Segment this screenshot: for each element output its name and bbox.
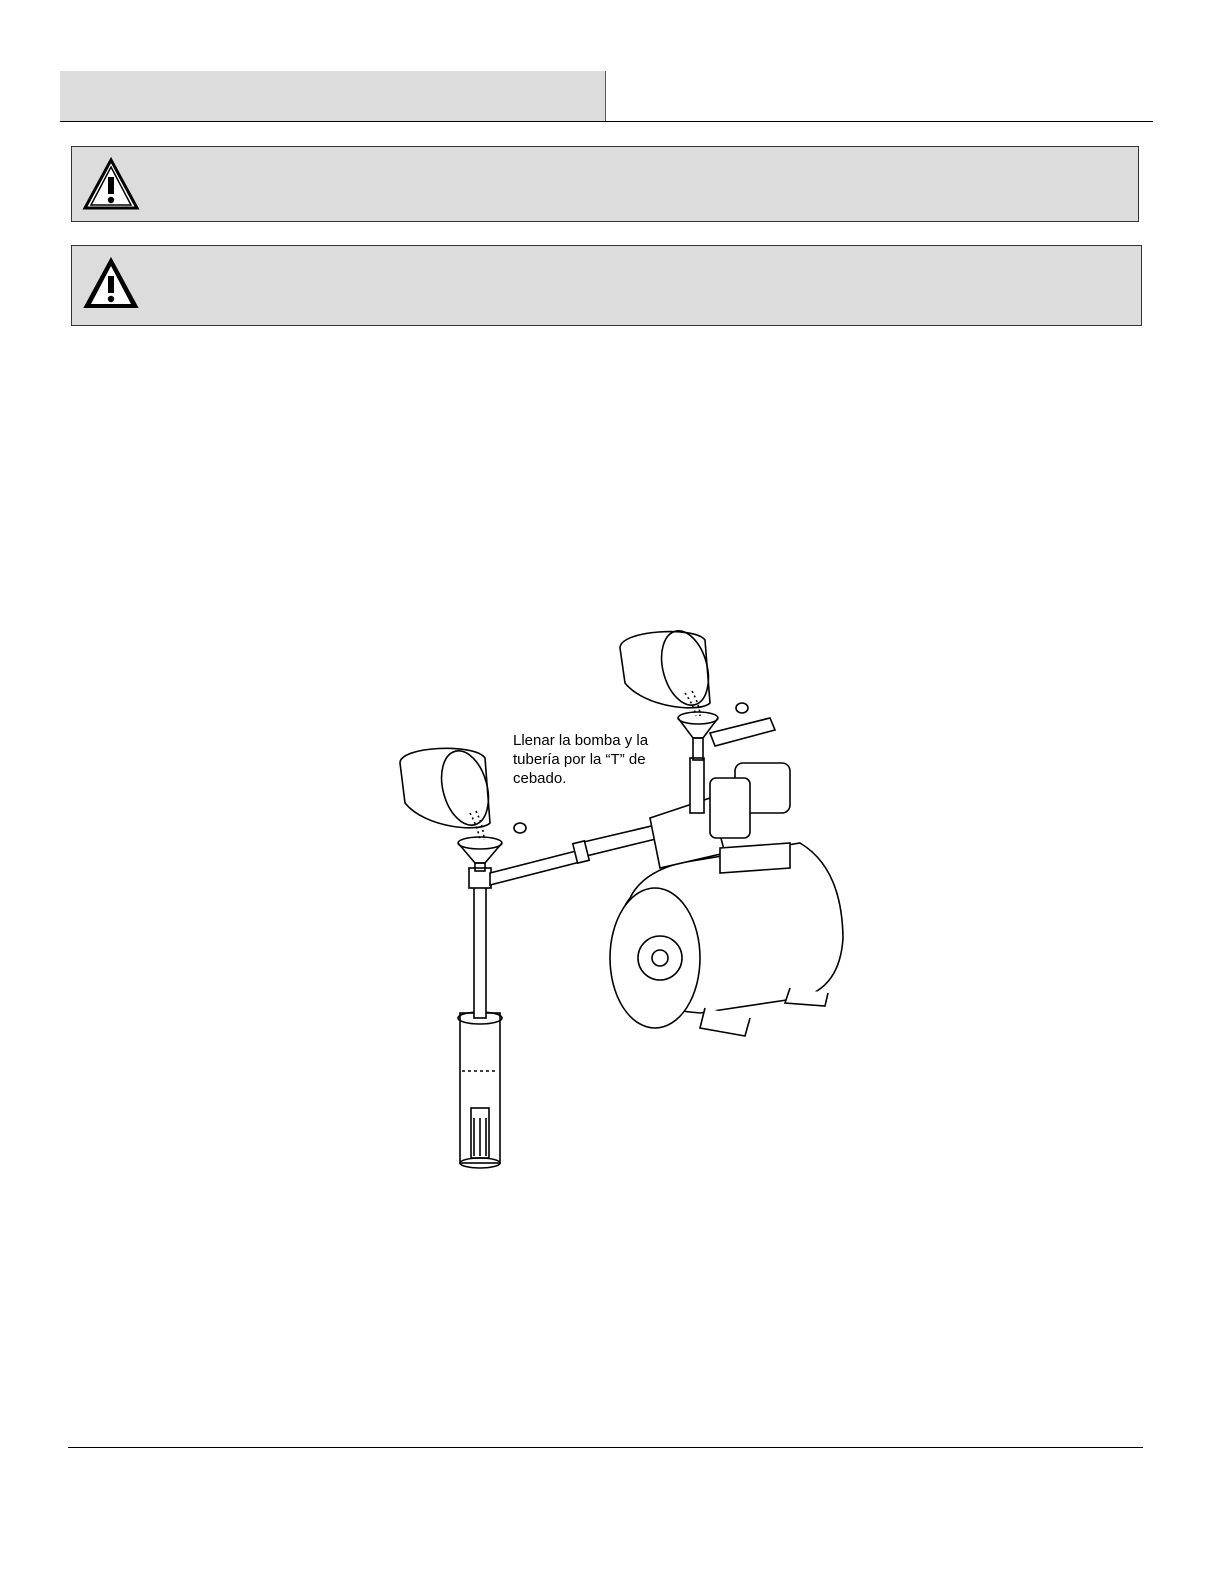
suction-pipe-vertical (469, 868, 491, 1018)
left-funnel (458, 837, 502, 871)
footer-rule (68, 1447, 1143, 1448)
warning-box-2 (71, 245, 1142, 326)
suction-pipe-horizontal (490, 824, 660, 885)
warning-box-1 (71, 146, 1139, 222)
header-rule (60, 121, 1153, 122)
section-header-bar (60, 71, 606, 121)
priming-callout: Llenar la bomba y la tubería por la “T” de cebado. (513, 732, 649, 787)
right-bucket (620, 626, 716, 716)
priming-plug (514, 823, 526, 833)
left-bucket (400, 746, 496, 840)
well-casing (458, 1012, 502, 1168)
warning-triangle-icon (82, 157, 140, 211)
warning-triangle-icon (82, 256, 140, 310)
priming-illustration (380, 618, 850, 1178)
priming-plug (736, 703, 748, 713)
